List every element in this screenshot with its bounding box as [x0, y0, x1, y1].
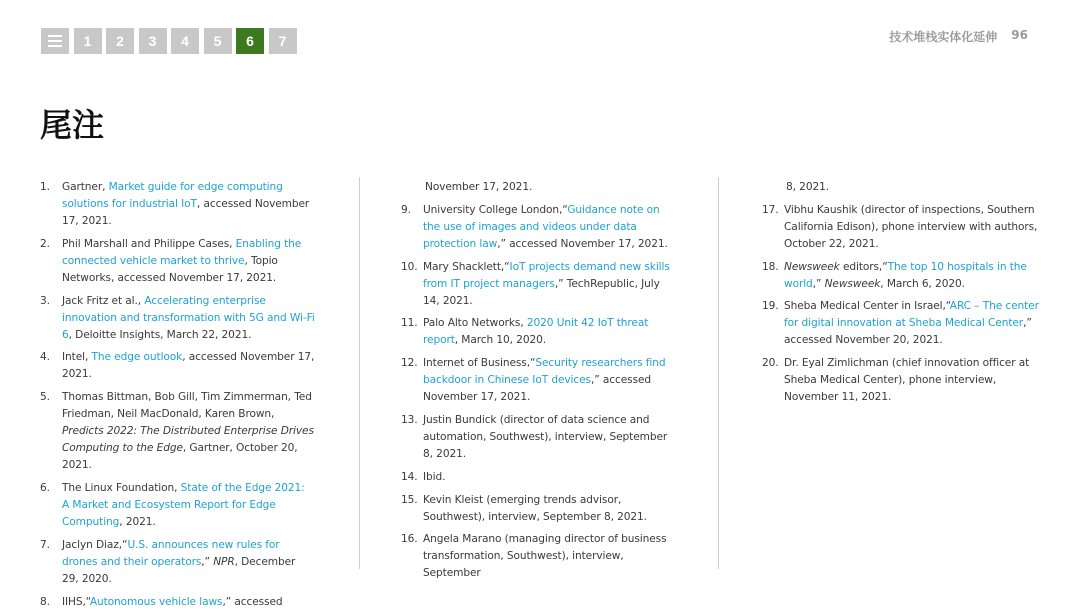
page-button-1[interactable]: 1 — [74, 28, 102, 54]
page-button-3[interactable]: 3 — [139, 28, 167, 54]
endnote-text: Palo Alto Networks, — [423, 317, 527, 330]
page-button-5[interactable]: 5 — [204, 28, 232, 54]
endnote-continuation — [762, 179, 1042, 196]
endnote-number: 7. — [40, 538, 50, 551]
page-button-7[interactable]: 7 — [269, 28, 297, 54]
endnote-text: ,” accessed November 17, 2021. — [423, 374, 652, 404]
endnote-link[interactable]: Market guide for edge computing solutions for industrial IoT — [62, 181, 283, 210]
endnote-text: University College London,“ — [423, 203, 568, 216]
endnote-text: Justin Bundick (director of data science and automation, Southwest), interview, September 8, 2021. — [423, 413, 668, 460]
endnote-item — [762, 202, 1042, 253]
endnote-number: 8. — [40, 595, 50, 608]
endnotes-column-2 — [401, 179, 677, 588]
endnote-number: 19. — [762, 300, 779, 313]
endnote-item — [762, 298, 1042, 349]
endnote-text: editors,“ — [839, 260, 888, 273]
endnote-number: 20. — [762, 357, 779, 370]
endnote-item — [401, 259, 677, 310]
endnote-text: Ibid. — [423, 470, 446, 483]
endnote-number: 11. — [401, 317, 418, 330]
endnote-text: , December 29, 2020. — [62, 555, 296, 585]
endnote-number: 17. — [762, 203, 779, 216]
endnote-text: ,” accessed November 20, 2021. — [784, 317, 1032, 347]
endnote-text: Jack Fritz et al., — [62, 294, 145, 307]
endnote-item — [401, 492, 677, 526]
endnote-text: , 2021. — [119, 515, 156, 528]
endnote-number: 4. — [40, 351, 50, 364]
column-divider — [718, 177, 719, 569]
endnote-number: 2. — [40, 237, 50, 250]
endnote-italic-text: Newsweek — [784, 260, 840, 273]
endnote-text: Gartner, — [62, 181, 109, 193]
endnote-item — [40, 480, 315, 531]
endnote-number: 15. — [401, 493, 418, 506]
endnote-text: Phil Marshall and Philippe Cases, — [62, 237, 236, 250]
endnote-link[interactable]: Enabling the connected vehicle market to thrive — [62, 237, 302, 267]
endnote-text: Sheba Medical Center in Israel,“ — [784, 300, 950, 313]
endnote-link[interactable]: Autonomous vehicle laws — [89, 595, 223, 608]
endnote-text: , accessed November 17, 2021. — [62, 351, 315, 381]
endnote-number: 6. — [40, 481, 50, 494]
endnote-text: 8, 2021. — [786, 181, 830, 193]
endnote-text: Kevin Kleist (emerging trends advisor, Southwest), interview, September 8, 2021. — [423, 493, 647, 523]
endnote-text: The Linux Foundation, — [62, 481, 181, 494]
section-title: 技术堆栈实体化延伸 — [889, 30, 998, 44]
endnote-item — [762, 355, 1042, 406]
endnote-link[interactable]: U.S. announces new rules for drones and their operators — [62, 538, 280, 568]
endnote-text: ,” — [201, 555, 214, 568]
endnote-link[interactable]: Accelerating enterprise innovation and transformation with 5G and Wi-Fi 6 — [62, 294, 315, 341]
endnote-text: , Deloitte Insights, March 22, 2021. — [68, 328, 252, 341]
endnote-text: , March 6, 2020. — [880, 277, 965, 290]
endnote-text: ,” — [812, 277, 825, 290]
endnote-text: ,” TechRepublic, July 14, 2021. — [423, 277, 660, 307]
endnote-text: , accessed November 17, 2021. — [62, 198, 310, 227]
page-button-6[interactable]: 6 — [236, 28, 264, 54]
endnote-item — [40, 236, 315, 287]
endnotes-column-1 — [40, 179, 315, 616]
endnote-italic-text: Newsweek — [824, 277, 881, 290]
endnote-text: Jaclyn Diaz,“ — [62, 538, 128, 551]
endnote-item — [401, 315, 677, 349]
endnote-italic-text: NPR — [213, 555, 235, 568]
endnote-link[interactable]: Guidance note on the use of images and videos under data protection law — [423, 203, 660, 250]
page-button-4[interactable]: 4 — [171, 28, 199, 54]
endnote-item — [40, 537, 315, 588]
endnotes-column-3 — [762, 179, 1042, 412]
endnote-number: 14. — [401, 470, 418, 483]
endnote-item — [40, 293, 315, 344]
endnote-text: Angela Marano (managing director of business transformation, Southwest), interview, September — [423, 533, 667, 580]
endnote-text: IIHS,“ — [62, 595, 90, 608]
endnote-item — [401, 355, 677, 406]
endnote-number: 5. — [40, 391, 50, 404]
endnote-continuation — [401, 179, 677, 196]
page-title: 尾注 — [40, 106, 105, 144]
endnote-link[interactable]: Security researchers find backdoor in Chinese IoT devices — [423, 357, 666, 387]
endnote-item — [401, 531, 677, 582]
endnote-number: 10. — [401, 260, 418, 273]
endnote-number: 3. — [40, 294, 50, 307]
endnote-link[interactable]: ARC – The center for digital innovation at Sheba Medical Center — [784, 300, 1039, 330]
endnote-number: 18. — [762, 260, 779, 273]
endnote-text: , Gartner, October 20, 2021. — [62, 442, 298, 472]
menu-button[interactable] — [41, 28, 69, 54]
endnote-item — [762, 259, 1042, 293]
endnote-item — [40, 179, 315, 230]
endnote-number: 9. — [401, 203, 411, 216]
endnote-link[interactable]: The top 10 hospitals in the world — [784, 260, 1027, 290]
endnote-item — [40, 389, 315, 474]
endnote-item — [40, 349, 315, 383]
endnote-number: 13. — [401, 413, 418, 426]
endnote-link[interactable]: IoT projects demand new skills from IT project managers — [423, 260, 670, 290]
endnote-item — [401, 202, 677, 253]
endnote-text: Vibhu Kaushik (director of inspections, Southern California Edison), phone interview with authors, October 22, 2021. — [784, 203, 1038, 250]
endnote-text: November 17, 2021. — [425, 181, 533, 193]
endnote-link[interactable]: State of the Edge 2021: A Market and Ecosystem Report for Edge Computing — [62, 481, 305, 528]
endnote-italic-text: Predicts 2022: The Distributed Enterprise Drives Computing to the Edge — [62, 425, 314, 455]
endnote-number: 16. — [401, 533, 418, 546]
endnote-text: Mary Shacklett,“ — [423, 260, 510, 273]
page-button-2[interactable]: 2 — [106, 28, 134, 54]
endnote-text: Thomas Bittman, Bob Gill, Tim Zimmerman, Ted Friedman, Neil MacDonald, Karen Brown, — [62, 391, 312, 421]
endnote-text: , Topio Networks, accessed November 17, 2021. — [62, 254, 278, 284]
page-number: 96 — [1011, 28, 1028, 42]
endnote-text: , March 10, 2020. — [454, 334, 547, 347]
page-navigation — [41, 28, 297, 54]
endnote-text: Internet of Business,“ — [423, 357, 536, 370]
endnote-number: 12. — [401, 357, 418, 370]
endnote-text: Intel, — [62, 351, 92, 364]
column-divider — [359, 177, 360, 569]
hamburger-menu-icon — [48, 35, 62, 47]
endnote-link[interactable]: The edge outlook — [91, 351, 183, 364]
endnote-text: Dr. Eyal Zimlichman (chief innovation officer at Sheba Medical Center), phone interview, November 11, 2021. — [784, 357, 1030, 404]
endnote-number: 1. — [40, 181, 50, 193]
endnote-item — [401, 412, 677, 463]
endnote-text: ,” accessed — [222, 595, 283, 608]
endnote-text: ,” accessed November 17, 2021. — [497, 237, 668, 250]
endnote-link[interactable]: 2020 Unit 42 IoT threat report — [423, 317, 649, 347]
page-header — [889, 28, 1028, 45]
endnote-item — [401, 469, 677, 486]
endnote-item — [40, 594, 315, 611]
